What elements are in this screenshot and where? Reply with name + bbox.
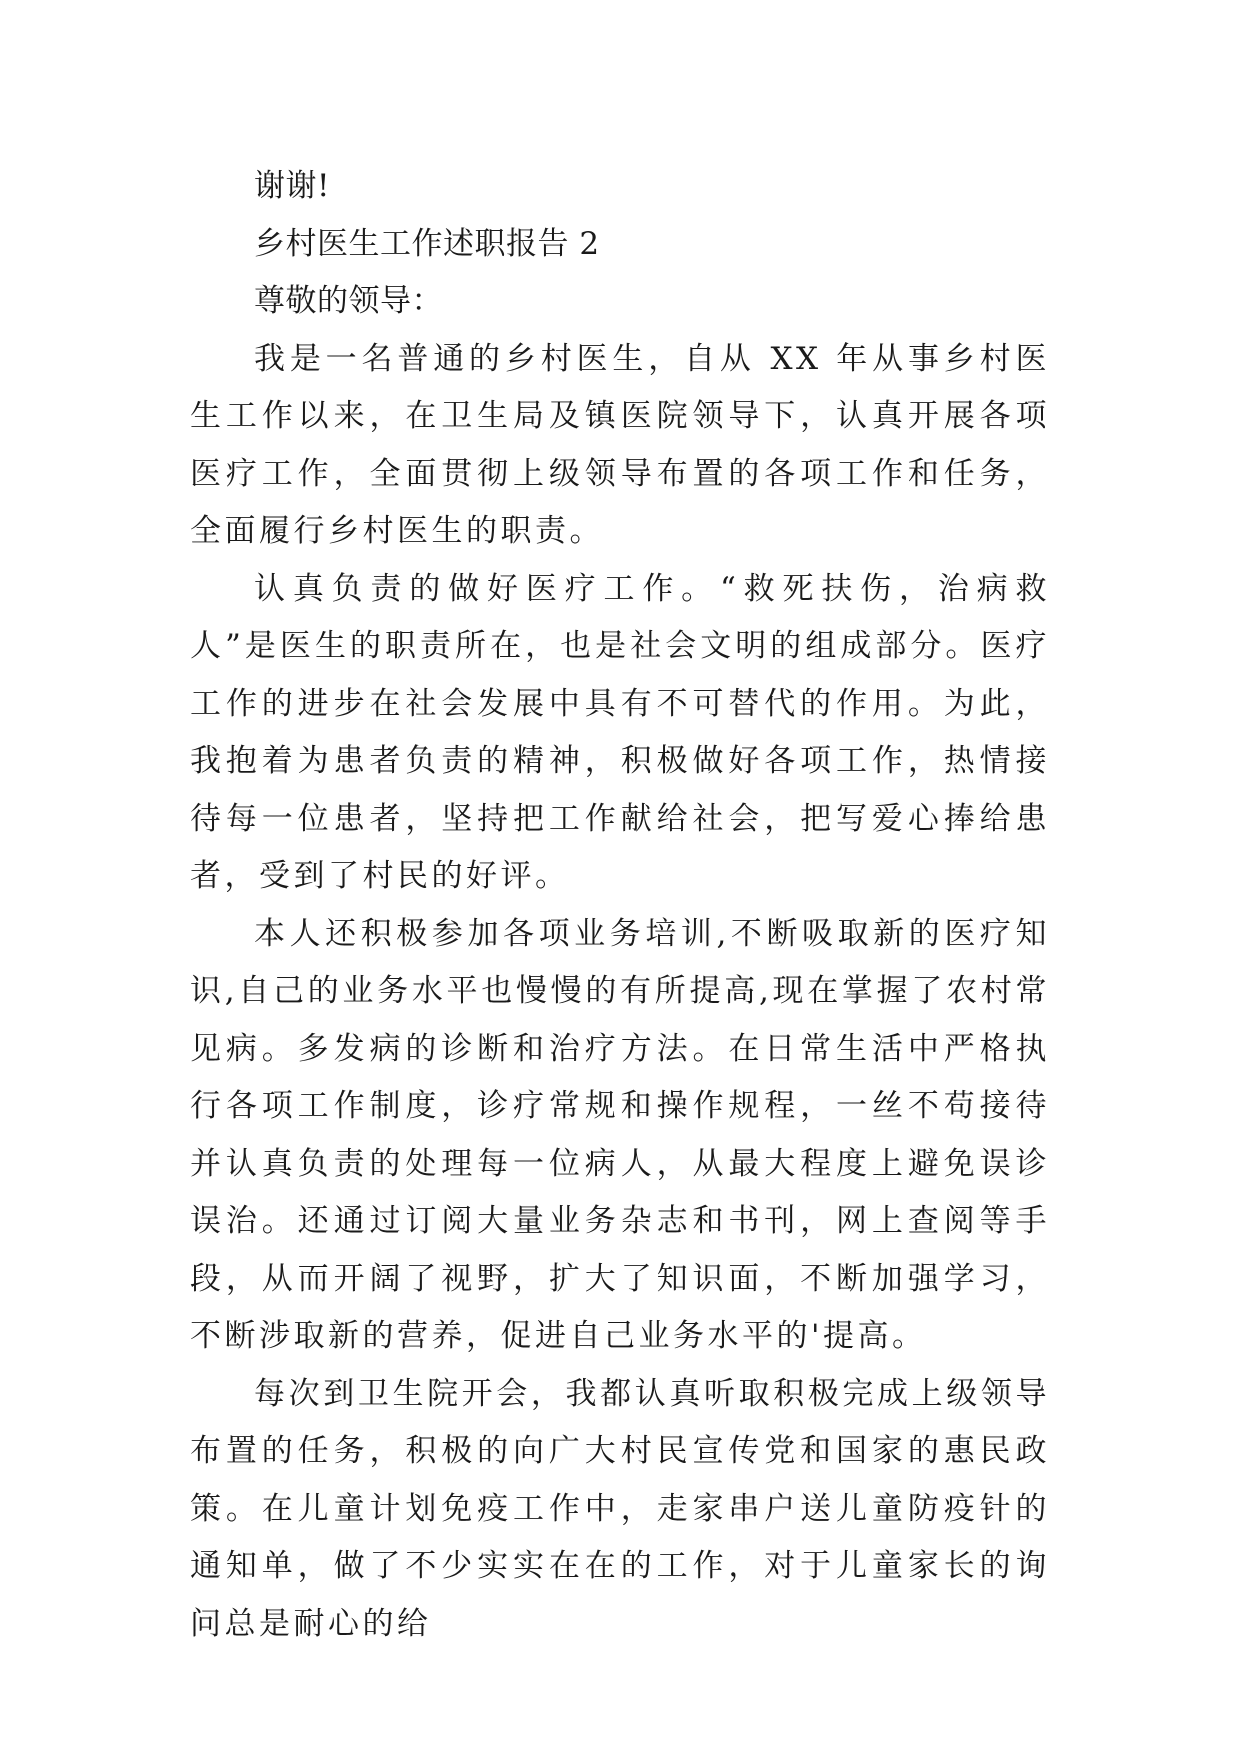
paragraph-training: 本人还积极参加各项业务培训,不断吸取新的医疗知识,自己的业务水平也慢慢的有所提高,现在掌握了农村常见病。多发病的诊断和治疗方法。在日常生活中严格执行各项工作制度，诊疗常规和操作规程，一丝不苟接待并认真负责的处理每一位病人，从最大程度上避免误诊误治。还通过订阅大量业务杂志和书刊，网上查阅等手段，从而开阔了视野，扩大了知识面，不断加强学习，不断涉取新的营养，促进自己业务水平的'提高。 (190, 915, 1050, 1354)
paragraph-meetings: 每次到卫生院开会，我都认真听取积极完成上级领导布置的任务，积极的向广大村民宣传党和国家的惠民政策。在儿童计划免疫工作中，走家串户送儿童防疫针的通知单，做了不少实实在在的工作，对于儿童家长的询问总是耐心的给 (190, 1375, 1050, 1642)
document-body (190, 158, 1050, 1653)
paragraph-intro: 我是一名普通的乡村医生，自从 XX 年从事乡村医生工作以来，在卫生局及镇医院领导下，认真开展各项医疗工作，全面贯彻上级领导布置的各项工作和任务，全面履行乡村医生的职责。 (190, 340, 1050, 549)
report-title: 乡村医生工作述职报告 2 (254, 225, 600, 262)
salutation: 尊敬的领导： (254, 283, 443, 319)
paragraph-medical-work: 认真负责的做好医疗工作。“救死扶伤，治病救人”是医生的职责所在，也是社会文明的组成部分。医疗工作的进步在社会发展中具有不可替代的作用。为此，我抱着为患者负责的精神，积极做好各项工作，热情接待每一位患者，坚持把工作献给社会，把写爱心捧给患者，受到了村民的好评。 (190, 570, 1050, 894)
closing-thanks: 谢谢! (254, 168, 330, 204)
